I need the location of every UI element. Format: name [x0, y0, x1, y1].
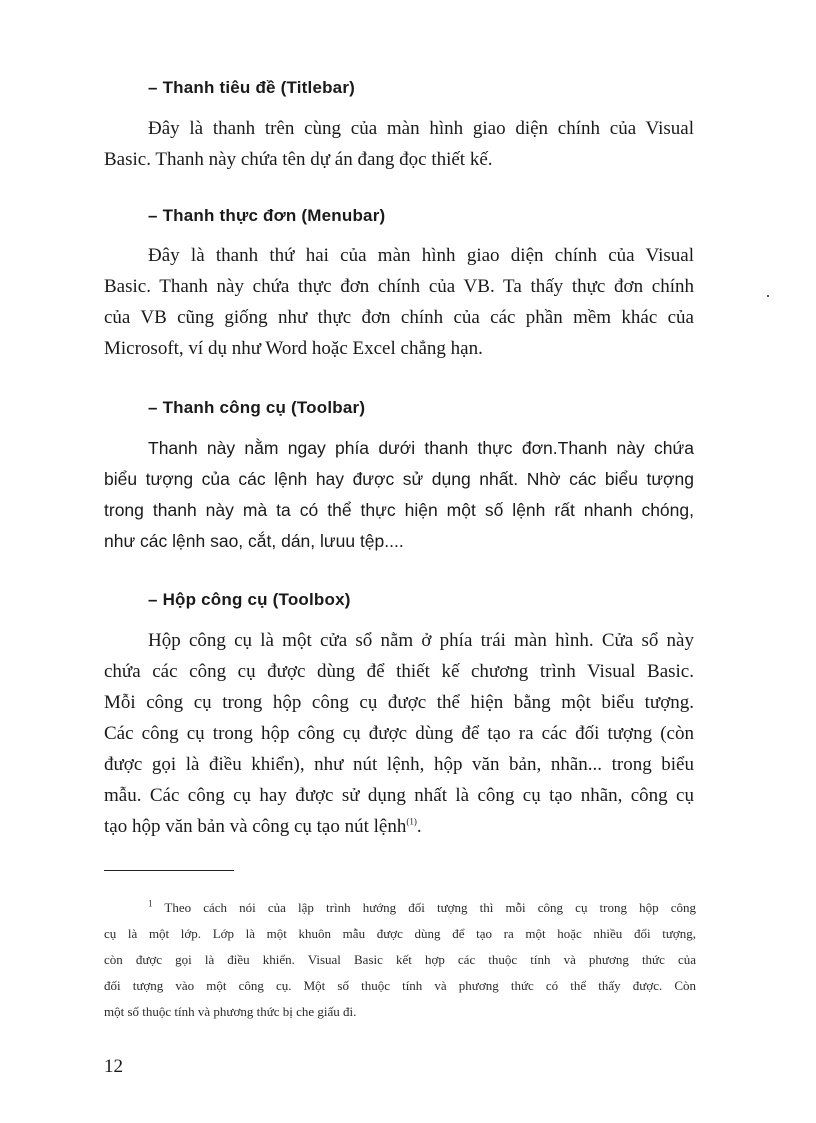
footnote	[104, 895, 696, 1025]
paragraph-menubar	[104, 240, 694, 364]
paragraph-line: Basic. Thanh này chứa thực đơn chính của VB. Ta thấy thực đơn chính	[104, 276, 694, 297]
paragraph-line: của VB cũng giống như thực đơn chính của các phần mềm khác của	[104, 307, 694, 328]
footnote-line: đối tượng vào một công cụ. Một số thuộc tính và phương thức có thể thấy được. Còn	[104, 978, 696, 993]
paragraph-line: Hộp công cụ là một cửa sổ nằm ở phía trái màn hình. Cửa sổ này	[148, 630, 694, 651]
paragraph-line: mẫu. Các công cụ hay được sử dụng nhất là công cụ tạo nhãn, công cụ	[104, 785, 694, 806]
footnote-line: một số thuộc tính và phương thức bị che giấu đi.	[104, 1004, 357, 1019]
section-heading-titlebar: – Thanh tiêu đề (Titlebar)	[148, 78, 356, 97]
paragraph-line: Mỗi công cụ trong hộp công cụ được thể hiện bằng một biểu tượng.	[104, 692, 694, 713]
paragraph-line	[104, 811, 694, 842]
footnote-separator	[104, 870, 234, 871]
paragraph-line: trong thanh này mà ta có thể thực hiện một số lệnh rất nhanh chóng,	[104, 500, 694, 520]
footnote-line-text: Theo cách nói của lập trình hướng đối tượng thì mỗi công cụ trong hộp công	[164, 900, 697, 915]
paragraph-line: Microsoft, ví dụ như Word hoặc Excel chẳng hạn.	[104, 338, 483, 359]
footnote-reference[interactable]: (1)	[406, 816, 417, 827]
section-heading-toolbar: – Thanh công cụ (Toolbar)	[148, 398, 366, 417]
page-number: 12	[104, 1056, 123, 1077]
paragraph-line-text: tạo hộp văn bản và công cụ tạo nút lệnh	[104, 816, 407, 837]
paragraph-toolbar	[104, 433, 694, 557]
footnote-marker: 1	[148, 898, 153, 909]
paragraph-line: như các lệnh sao, cắt, dán, lưuu tệp....	[104, 531, 404, 551]
paragraph-line: Đây là thanh trên cùng của màn hình giao diện chính của Visual	[148, 118, 694, 139]
paragraph-line: biểu tượng của các lệnh hay được sử dụng nhất. Nhờ các biểu tượng	[104, 469, 694, 489]
paragraph-titlebar	[104, 113, 694, 175]
scan-speck	[767, 295, 769, 297]
paragraph-toolbox	[104, 625, 694, 842]
section-heading-toolbox: – Hộp công cụ (Toolbox)	[148, 590, 351, 609]
section-heading-menubar: – Thanh thực đơn (Menubar)	[148, 206, 386, 225]
paragraph-line: được gọi là điều khiển), như nút lệnh, hộp văn bản, nhãn... trong biểu	[104, 754, 694, 775]
footnote-line: còn được gọi là điều khiển. Visual Basic kết hợp các thuộc tính và phương thức của	[104, 952, 696, 967]
paragraph-line: Basic. Thanh này chứa tên dự án đang đọc thiết kế.	[104, 149, 493, 170]
paragraph-line: Các công cụ trong hộp công cụ được dùng để tạo ra các đối tượng (còn	[104, 723, 694, 744]
sentence-end: .	[416, 816, 422, 837]
paragraph-line: Đây là thanh thứ hai của màn hình giao diện chính của Visual	[148, 245, 694, 266]
paragraph-line: chứa các công cụ được dùng để thiết kế chương trình Visual Basic.	[104, 661, 694, 682]
footnote-line	[104, 895, 696, 921]
footnote-line: cụ là một lớp. Lớp là một khuôn mẫu được dùng để tạo ra một hoặc nhiều đối tượng,	[104, 926, 696, 941]
paragraph-line: Thanh này nằm ngay phía dưới thanh thực đơn.Thanh này chứa	[148, 438, 694, 458]
